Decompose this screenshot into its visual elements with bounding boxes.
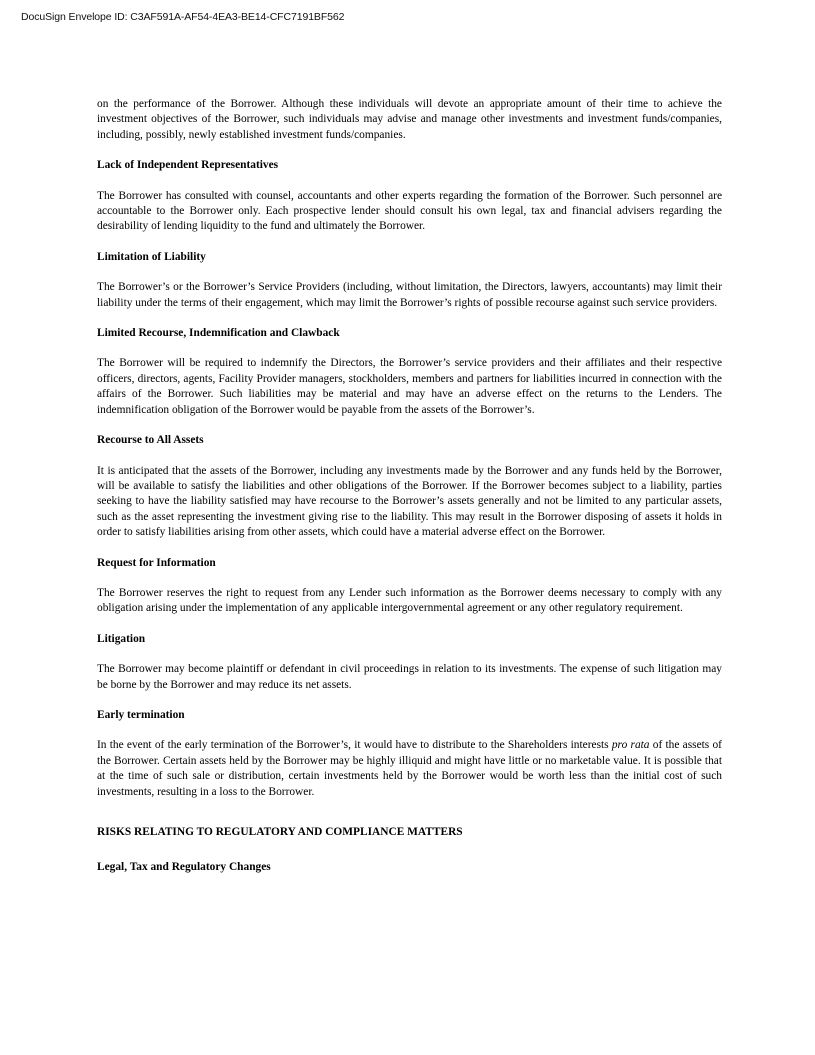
heading-lack-of-independent-representatives: Lack of Independent Representatives xyxy=(97,159,279,172)
early-termination-text-end: of the assets of the Borrower. Certain assets held by the Borrower may be highly illiquid and might have little or no marketable value. It is possible that at the time of such sale or distribution, certain investments held by the Borrower would be worth less than the initial cost of such investments, resulting in a loss to the Borrower. xyxy=(97,739,722,798)
document-body xyxy=(97,97,722,876)
envelope-id-header: DocuSign Envelope ID: C3AF591A-AF54-4EA3-BE14-CFC7191BF562 xyxy=(21,11,345,23)
paragraph-recourse-to-all-assets: It is anticipated that the assets of the Borrower, including any investments made by the Borrower and any funds held by the Borrower, will be available to satisfy the liabilities and other obligations of the Borrower. If the Borrower becomes subject to a liability, parties seeking to have the liability satisfied may have recourse to the Borrower’s assets generally and not be limited to any particular assets, such as the asset representing the investment giving rise to the liability. This may result in the Borrower disposing of assets it holds in order to satisfy liabilities arising from other assets, which could have a material adverse effect on the Borrower. xyxy=(97,464,722,539)
heading-litigation: Litigation xyxy=(97,632,146,645)
heading-recourse-to-all-assets: Recourse to All Assets xyxy=(97,434,204,447)
paragraph-limitation-of-liability: The Borrower’s or the Borrower’s Service Providers (including, without limitation, the Directors, lawyers, accountants) may limit their liability under the terms of their engagement, which may limit the Borrower’s rights of possible recourse against such service providers. xyxy=(97,281,722,309)
paragraph-limited-recourse: The Borrower will be required to indemnify the Directors, the Borrower’s service providers and their affiliates and their respective officers, directors, agents, Facility Provider managers, stockholders, members and partners for liabilities incurred in connection with the affairs of the Borrower. Such liabilities may be material and may have an adverse effect on the returns to the Lenders. The indemnification obligation of the Borrower would be payable from the assets of the Borrower’s. xyxy=(97,357,722,416)
heading-limited-recourse: Limited Recourse, Indemnification and Clawback xyxy=(97,327,340,340)
heading-legal-tax-regulatory-changes: Legal, Tax and Regulatory Changes xyxy=(97,861,271,874)
intro-paragraph: on the performance of the Borrower. Although these individuals will devote an appropriate amount of their time to achieve the investment objectives of the Borrower, such individuals may advise and manage other investments and investment funds/companies, including, possibly, newly established investment funds/companies. xyxy=(97,98,722,141)
heading-early-termination: Early termination xyxy=(97,708,185,721)
heading-limitation-of-liability: Limitation of Liability xyxy=(97,250,206,263)
pro-rata-italic: pro rata xyxy=(611,739,650,752)
early-termination-text-start: In the event of the early termination of the Borrower’s, it would have to distribute to the Shareholders interests xyxy=(97,739,612,752)
paragraph-early-termination xyxy=(97,738,722,800)
paragraph-request-for-information: The Borrower reserves the right to request from any Lender such information as the Borrower deems necessary to comply with any obligation arising under the implementation of any applicable intergovernmental agreement or any other regulatory requirement. xyxy=(97,586,722,615)
major-heading-regulatory-risks: RISKS RELATING TO REGULATORY AND COMPLIANCE MATTERS xyxy=(97,826,463,838)
paragraph-litigation: The Borrower may become plaintiff or defendant in civil proceedings in relation to its investments. The expense of such litigation may be borne by the Borrower and may reduce its net assets. xyxy=(97,663,722,691)
paragraph-lack-of-independent-representatives: The Borrower has consulted with counsel, accountants and other experts regarding the formation of the Borrower. Such personnel are accountable to the Borrower only. Each prospective lender should consult his own legal, tax and financial advisers regarding the desirability of lending liquidity to the fund and ultimately the Borrower. xyxy=(97,189,722,233)
heading-request-for-information: Request for Information xyxy=(97,556,216,569)
